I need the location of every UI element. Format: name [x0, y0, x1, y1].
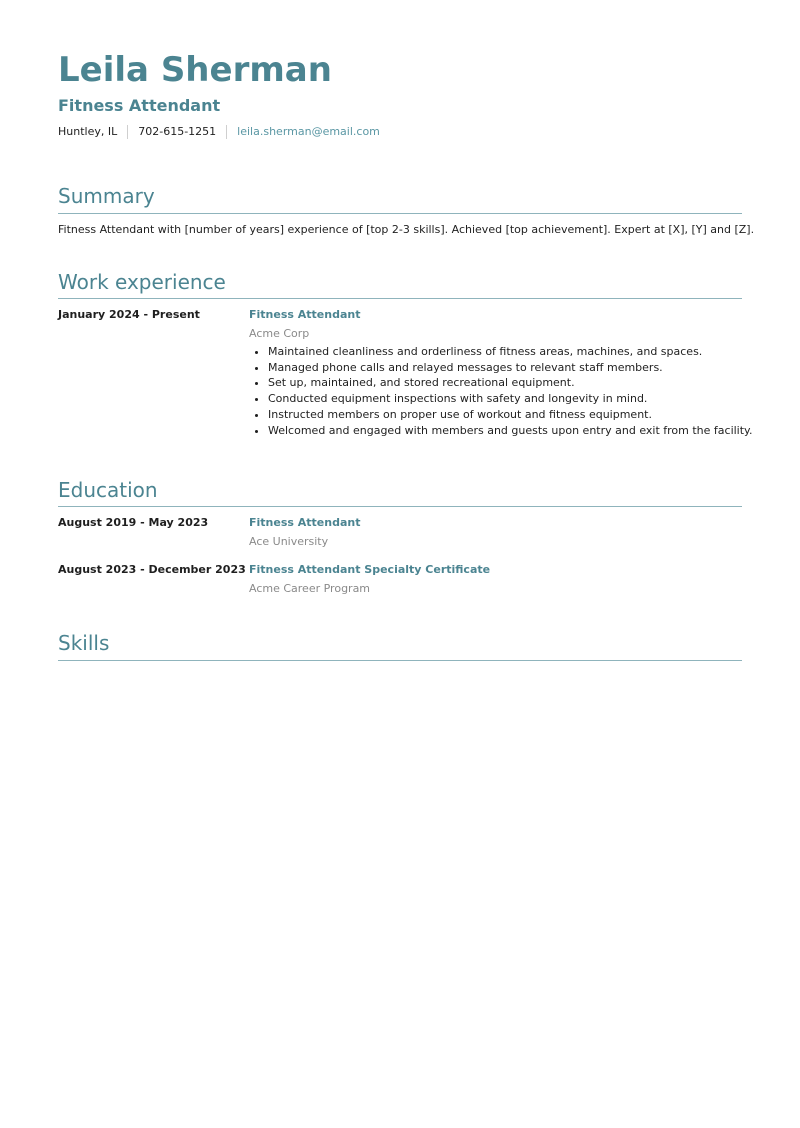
summary-divider: [58, 213, 742, 214]
work-entry-company: Acme Corp: [249, 327, 310, 340]
work-entry-bullets: [249, 344, 753, 438]
education-entry-degree: Fitness Attendant: [249, 516, 361, 529]
education-divider: [58, 506, 742, 507]
contact-divider: [226, 125, 227, 139]
candidate-name: Leila Sherman: [58, 50, 332, 90]
candidate-title: Fitness Attendant: [58, 96, 221, 115]
summary-text: Fitness Attendant with [number of years] experience of [top 2-3 skills]. Achieved [top achievement]. Expert at [X], [Y] and [Z].: [58, 223, 755, 236]
education-entry-date: August 2023 - December 2023: [58, 563, 246, 576]
bullet-item: • Welcomed and engaged with members and guests upon entry and exit from the facility.: [268, 423, 742, 439]
skills-divider: [58, 660, 742, 661]
contact-location: Huntley, IL: [58, 125, 118, 138]
education-entry-degree: Fitness Attendant Specialty Certificate: [249, 563, 491, 576]
contact-phone: 702-615-1251: [138, 125, 217, 138]
contact-email-link[interactable]: leila.sherman@email.com: [237, 125, 380, 138]
education-entry: [249, 562, 742, 597]
bullet-item: • Managed phone calls and relayed messages to relevant staff members.: [268, 360, 742, 376]
education-heading: Education: [58, 478, 158, 502]
bullet-item: • Instructed members on proper use of workout and fitness equipment.: [268, 407, 742, 423]
work-entry-role: Fitness Attendant: [249, 308, 361, 321]
education-entry-date: August 2019 - May 2023: [58, 516, 209, 529]
work-entry-date: January 2024 - Present: [58, 308, 200, 321]
work-experience-heading: Work experience: [58, 270, 226, 294]
education-entry-school: Ace University: [249, 535, 329, 548]
bullet-item: • Set up, maintained, and stored recreational equipment.: [268, 375, 742, 391]
contact-line: [58, 124, 380, 140]
work-experience-divider: [58, 298, 742, 299]
skills-heading: Skills: [58, 631, 110, 655]
bullet-item: • Conducted equipment inspections with safety and longevity in mind.: [268, 391, 742, 407]
education-entry-school: Acme Career Program: [249, 582, 371, 595]
work-entry: [249, 307, 753, 438]
summary-heading: Summary: [58, 184, 155, 208]
bullet-item: • Maintained cleanliness and orderliness of fitness areas, machines, and spaces.: [268, 344, 742, 360]
contact-divider: [127, 125, 128, 139]
education-entry: [249, 515, 742, 550]
